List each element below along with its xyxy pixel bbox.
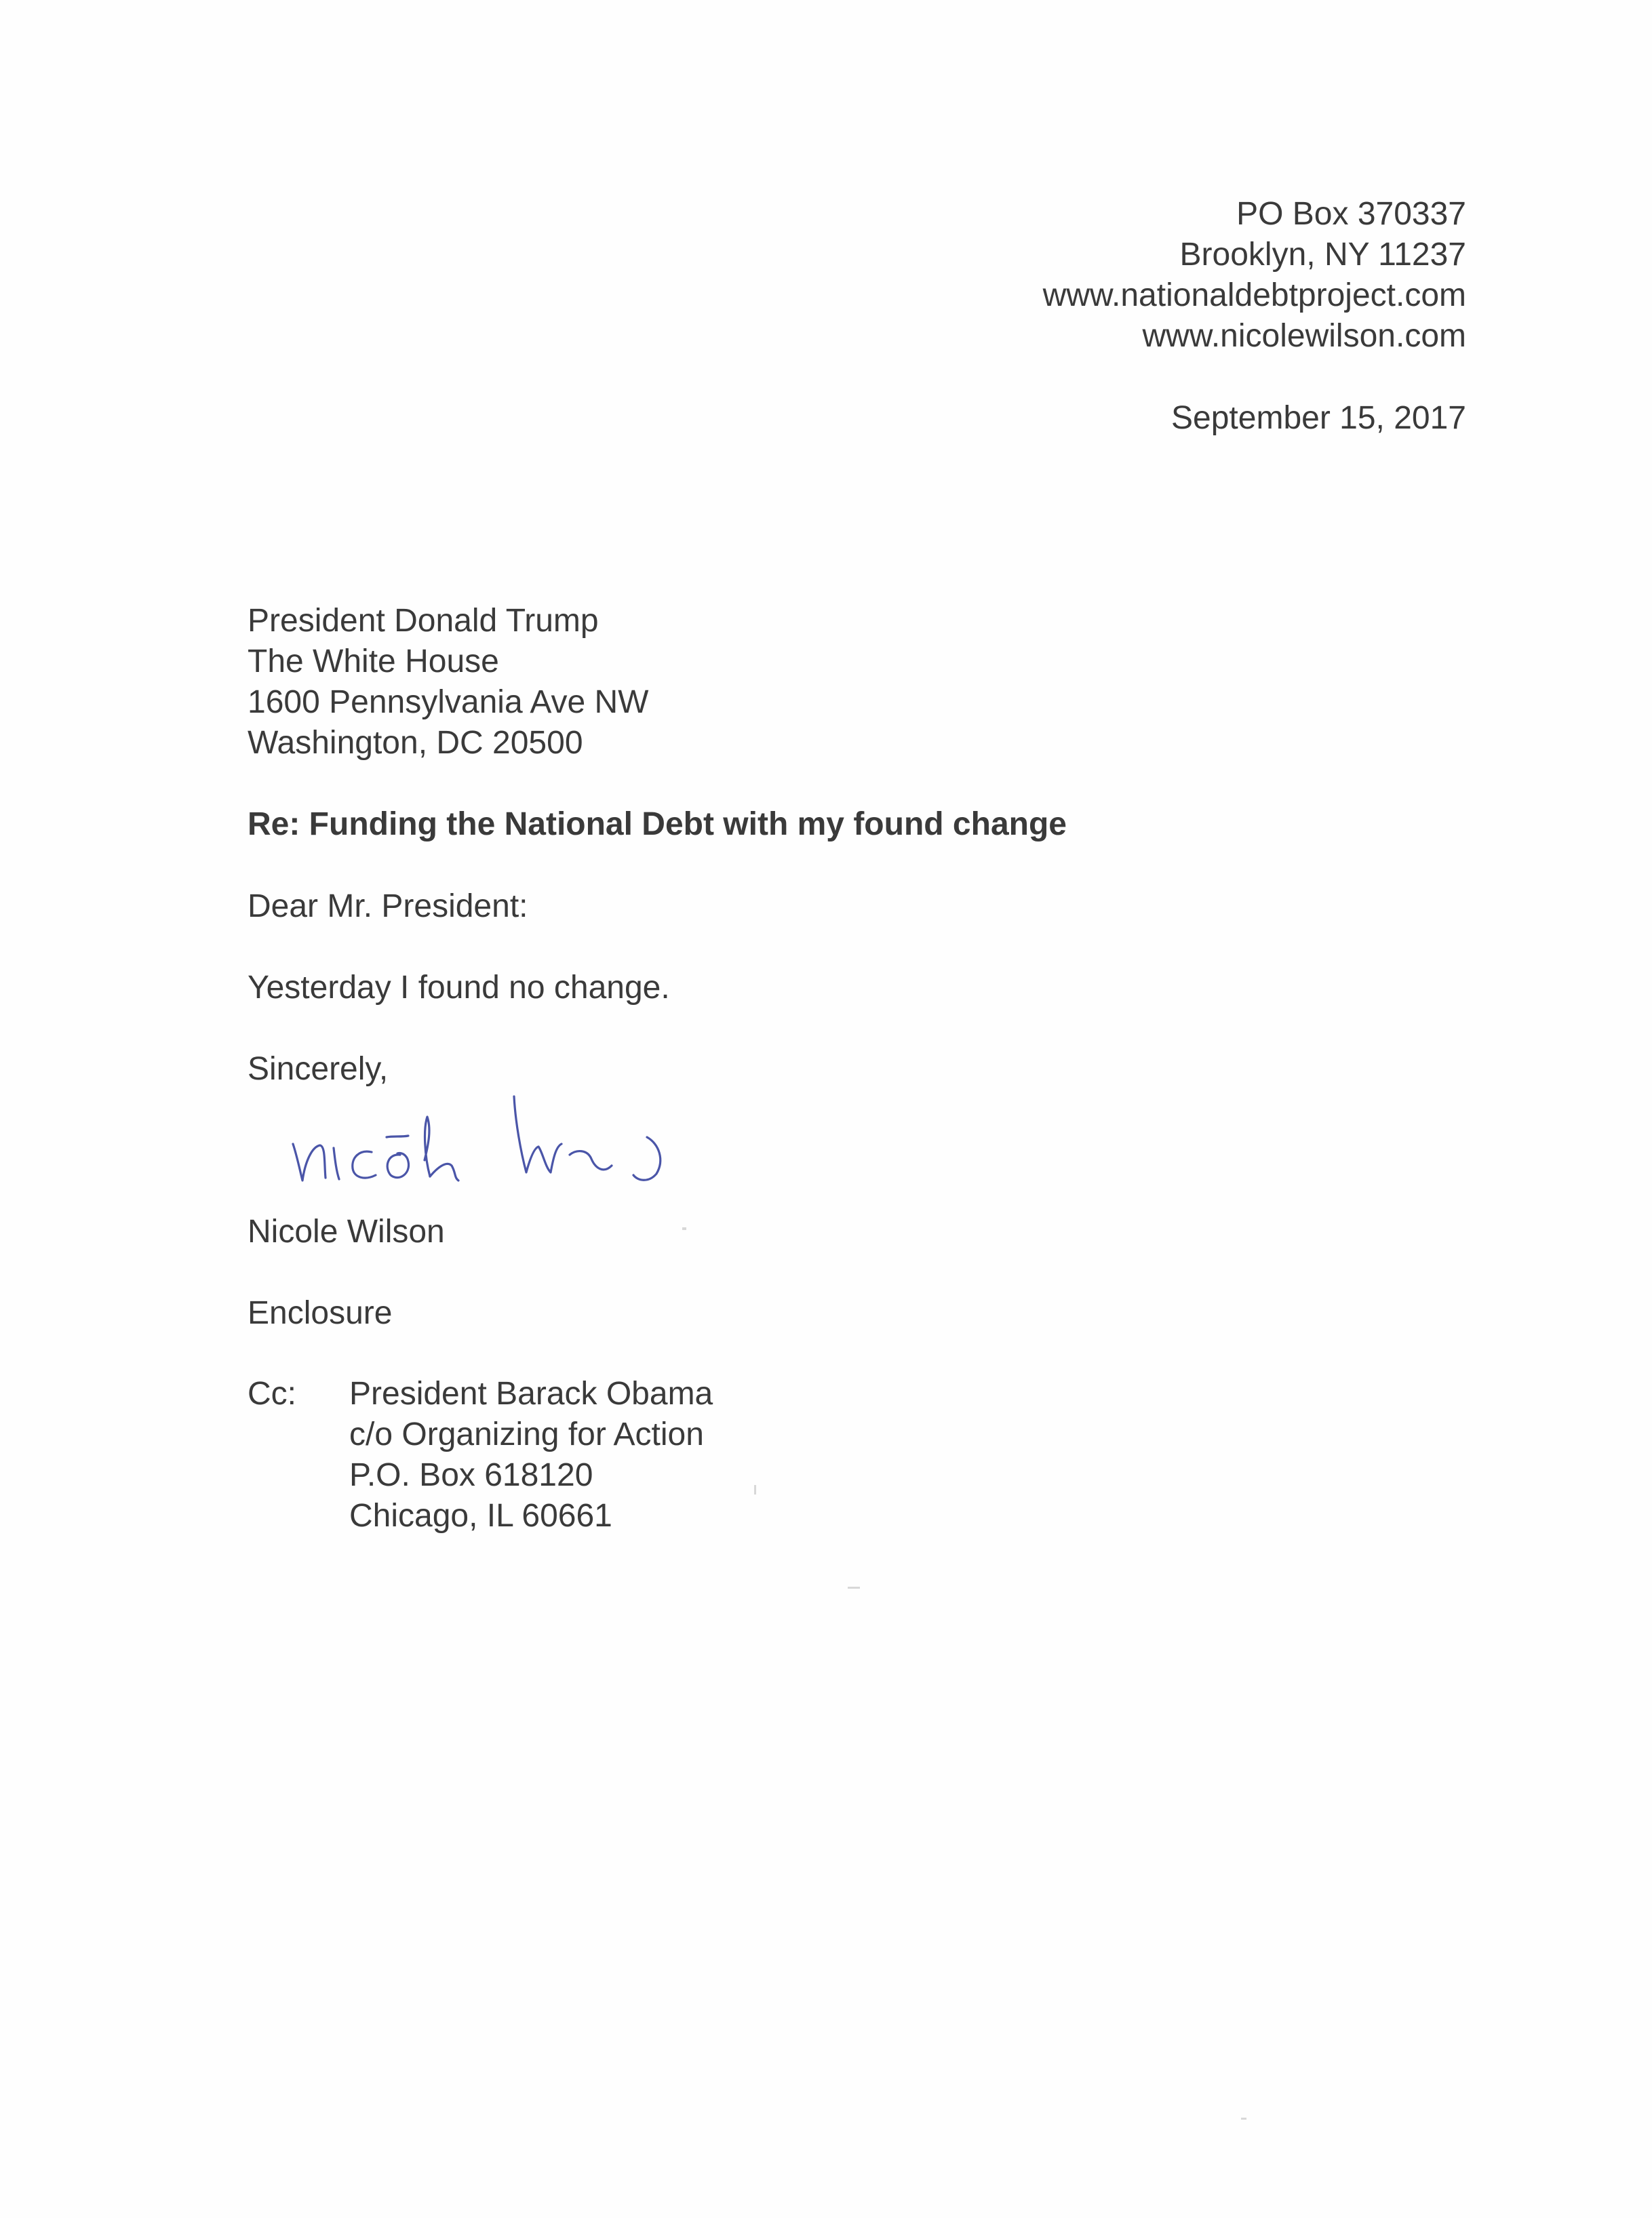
recipient-address-block <box>248 601 648 764</box>
handwritten-signature <box>285 1082 692 1197</box>
recipient-name: President Donald Trump <box>248 603 599 639</box>
sender-city: Brooklyn, NY 11237 <box>1179 237 1466 273</box>
cc-recipient-name: President Barack Obama <box>349 1376 713 1412</box>
letter-date: September 15, 2017 <box>1171 400 1466 436</box>
recipient-street: 1600 Pennsylvania Ave NW <box>248 684 649 720</box>
sender-po-box: PO Box 370337 <box>1236 196 1466 232</box>
scan-speck <box>848 1587 860 1589</box>
scan-speck <box>682 1227 686 1230</box>
cc-po-box: P.O. Box 618120 <box>349 1457 593 1493</box>
scan-speck <box>754 1485 756 1494</box>
cc-address-block <box>349 1374 713 1537</box>
letter-body: Yesterday I found no change. <box>248 970 670 1006</box>
signer-name: Nicole Wilson <box>248 1214 445 1250</box>
salutation: Dear Mr. President: <box>248 888 528 924</box>
enclosure-notation: Enclosure <box>248 1295 393 1331</box>
closing: Sincerely, <box>248 1051 389 1087</box>
scan-speck <box>1241 2118 1246 2120</box>
cc-city: Chicago, IL 60661 <box>349 1498 612 1534</box>
cc-label: Cc: <box>248 1376 296 1412</box>
sender-address-block <box>517 194 1466 357</box>
recipient-city: Washington, DC 20500 <box>248 725 583 761</box>
sender-website-project: www.nationaldebtproject.com <box>1042 277 1466 313</box>
subject-line: Re: Funding the National Debt with my found change <box>248 806 1067 842</box>
recipient-building: The White House <box>248 643 499 679</box>
sender-website-personal: www.nicolewilson.com <box>1142 318 1466 354</box>
cc-organization: c/o Organizing for Action <box>349 1417 704 1452</box>
